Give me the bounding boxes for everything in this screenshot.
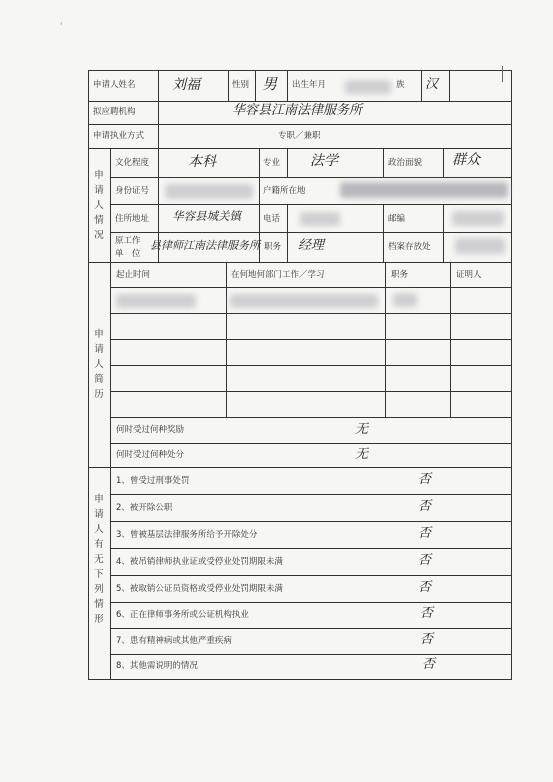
condition-item: 2、被开除公职: [116, 503, 173, 513]
resume-section-label: 申 请 人 简 历: [94, 329, 104, 400]
col-divider: [110, 148, 111, 680]
row-divider: [110, 339, 512, 340]
row-divider: [110, 204, 512, 205]
condition-answer: 否: [418, 526, 432, 541]
political-value: 群众: [452, 152, 480, 168]
row-divider: [110, 287, 512, 288]
gender-value: 男: [262, 75, 278, 93]
condition-item: 8、其他需说明的情况: [116, 661, 198, 671]
row-divider: [88, 124, 512, 125]
resume-period-redacted: [116, 294, 196, 308]
phone-redacted: [300, 212, 340, 226]
row-divider: [110, 391, 512, 392]
postcode-redacted: [452, 211, 504, 226]
position-value: 经理: [298, 238, 325, 253]
col-divider: [287, 70, 288, 101]
practice-mode-label: 申请执业方式: [93, 131, 145, 141]
resume-period-header: 起止时间: [116, 270, 151, 280]
condition-item: 3、曾被基层法律服务所给予开除处分: [116, 530, 258, 540]
col-divider: [385, 262, 386, 417]
row-divider: [88, 101, 512, 102]
col-divider: [228, 70, 229, 101]
name-label: 申请人姓名: [93, 80, 136, 90]
postcode-label: 邮编: [388, 214, 406, 224]
condition-item: 7、患有精神病或其他严重疾病: [116, 636, 232, 646]
row-divider: [110, 365, 512, 366]
resume-where-redacted: [230, 294, 378, 308]
col-divider: [383, 204, 384, 262]
resume-where-header: 在何地何部门工作／学习: [231, 270, 325, 280]
rewards-label: 何时受过何种奖励: [116, 425, 185, 435]
row-divider: [110, 548, 512, 549]
condition-answer: 否: [418, 580, 432, 595]
condition-item: 4、被吊销律师执业证或受停业处罚期限未满: [116, 557, 283, 567]
political-label: 政治面貌: [388, 158, 423, 168]
top-mark: ': [60, 22, 63, 32]
condition-answer: 否: [418, 553, 432, 568]
prev-work-value: 县律师江南法律服务所: [150, 239, 260, 252]
row-divider: [110, 177, 512, 178]
gender-label: 性别: [232, 80, 250, 90]
condition-answer: 否: [420, 606, 434, 621]
id-redacted: [165, 184, 253, 199]
resume-duty-header: 职务: [391, 270, 409, 280]
condition-answer: 否: [422, 657, 436, 672]
col-divider: [287, 148, 288, 177]
condition-answer: 否: [418, 472, 432, 487]
dob-label: 出生年月: [292, 80, 327, 90]
archive-redacted: [455, 238, 505, 254]
position-label: 职务: [264, 242, 282, 252]
major-value: 法学: [310, 153, 338, 169]
row-divider: [110, 654, 512, 655]
row-divider: [110, 417, 512, 418]
education-label: 文化程度: [115, 158, 150, 168]
col-divider: [287, 204, 288, 262]
dob-redacted: [345, 80, 391, 94]
row-divider: [110, 313, 512, 314]
ethnicity-label: 族: [396, 80, 405, 90]
id-label: 身份证号: [115, 186, 150, 196]
address-value: 华容县城关镇: [172, 209, 241, 223]
col-divider: [421, 70, 422, 101]
row-divider: [110, 628, 512, 629]
institution-label: 拟应聘机构: [93, 107, 136, 117]
prev-work-label-2: 单 位: [115, 249, 141, 259]
row-divider: [110, 575, 512, 576]
institution-value: 华容县江南法律服务所: [232, 103, 363, 118]
condition-item: 5、被取销公证员资格或受停业处罚期限未满: [116, 584, 283, 594]
resume-witness-header: 证明人: [456, 270, 482, 280]
ethnicity-value: 汉: [425, 77, 439, 92]
conditions-section-label: 申 请 人 有 无 下 列 情 形: [94, 494, 104, 625]
phone-label: 电话: [263, 214, 281, 224]
household-label: 户籍所在地: [263, 186, 306, 196]
condition-item: 1、曾受过刑事处罚: [116, 476, 190, 486]
condition-item: 6、正在律师事务所或公证机构执业: [116, 610, 249, 620]
resume-duty-redacted: [393, 293, 417, 307]
col-divider: [226, 262, 227, 417]
col-divider: [383, 148, 384, 177]
archive-label: 档案存放处: [388, 242, 431, 252]
col-divider: [450, 262, 451, 417]
row-divider: [110, 494, 512, 495]
col-divider: [449, 70, 450, 101]
rewards-value: 无: [355, 422, 369, 437]
name-value: 刘福: [172, 77, 200, 93]
practice-mode-value: 专职／兼职: [278, 131, 321, 141]
row-divider: [88, 467, 512, 468]
applicant-section-label: 申 请 人 情 况: [94, 170, 104, 241]
col-divider: [158, 70, 159, 148]
condition-answer: 否: [420, 632, 434, 647]
row-divider: [88, 262, 512, 263]
punishments-value: 无: [355, 447, 369, 462]
row-divider: [110, 232, 512, 233]
col-divider: [443, 204, 444, 262]
row-divider: [88, 148, 512, 149]
col-divider: [255, 70, 256, 101]
col-divider: [443, 148, 444, 177]
row-divider: [110, 521, 512, 522]
prev-work-label-1: 原工作: [115, 236, 141, 246]
address-label: 住所地址: [115, 214, 150, 224]
condition-answer: 否: [418, 499, 432, 514]
household-redacted: [340, 182, 508, 198]
education-value: 本科: [188, 154, 216, 170]
punishments-label: 何时受过何种处分: [116, 450, 185, 460]
row-divider: [110, 602, 512, 603]
photo-corner: [502, 66, 503, 82]
row-divider: [110, 443, 512, 444]
major-label: 专业: [263, 158, 281, 168]
